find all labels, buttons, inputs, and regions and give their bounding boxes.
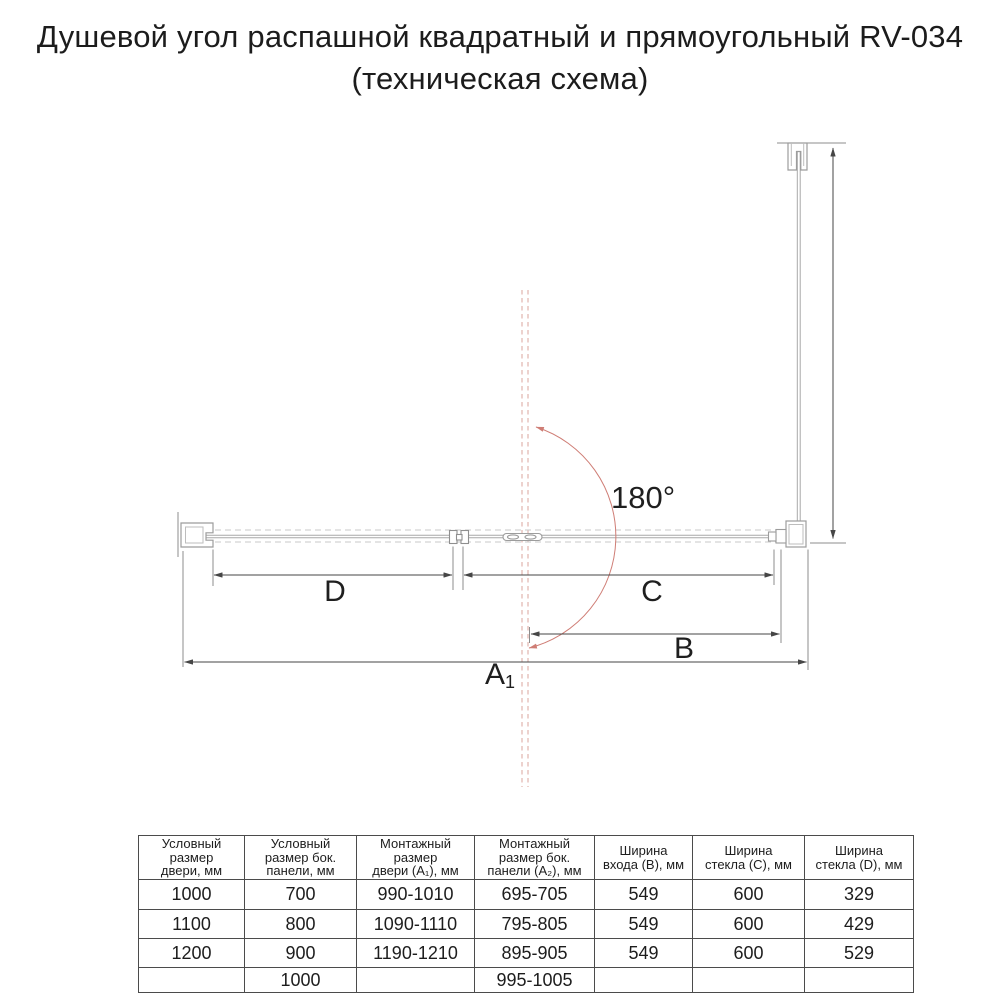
header-line: входа (B), мм bbox=[602, 856, 685, 872]
header-line: Ширина bbox=[619, 842, 668, 858]
table-row bbox=[139, 939, 914, 968]
table-cell: 990-1010 bbox=[357, 880, 475, 910]
header-side-panel-size bbox=[245, 836, 357, 880]
header-line: двери, мм bbox=[160, 863, 223, 879]
table-cell: 1190-1210 bbox=[357, 939, 475, 968]
header-line: Ширина bbox=[834, 842, 884, 858]
angle-label: 180° bbox=[611, 480, 676, 515]
header-line: размер bbox=[393, 849, 438, 865]
dim-label-b: B bbox=[673, 632, 695, 665]
table-cell: 600 bbox=[693, 910, 805, 939]
table-cell: 700 bbox=[245, 880, 357, 910]
door-envelope-dashed bbox=[215, 530, 777, 542]
title-line-2: (техническая схема) bbox=[351, 61, 649, 96]
table-cell: 529 bbox=[805, 939, 914, 968]
table-cell: 549 bbox=[595, 880, 693, 910]
dim-label-d: D bbox=[324, 575, 346, 608]
table-cell bbox=[357, 968, 475, 993]
table-cell: 600 bbox=[693, 939, 805, 968]
header-line: стекла (D), мм bbox=[815, 856, 903, 872]
table-cell bbox=[139, 968, 245, 993]
header-glass-width-d bbox=[805, 836, 914, 880]
header-mount-panel-size bbox=[475, 836, 595, 880]
header-line: Ширина bbox=[724, 842, 773, 858]
table-row bbox=[139, 968, 914, 993]
header-line: размер бок. bbox=[498, 849, 571, 865]
header-mount-door-size bbox=[357, 836, 475, 880]
table-cell: 549 bbox=[595, 910, 693, 939]
table-cell: 795-805 bbox=[475, 910, 595, 939]
dimension-lines bbox=[185, 148, 834, 662]
table-cell: 429 bbox=[805, 910, 914, 939]
table-cell: 1090-1110 bbox=[357, 910, 475, 939]
table-cell: 695-705 bbox=[475, 880, 595, 910]
wall-lines bbox=[178, 143, 846, 557]
door-handle bbox=[503, 534, 542, 541]
header-line: Условный bbox=[270, 835, 331, 851]
header-entry-width bbox=[595, 836, 693, 880]
header-line: Монтажный bbox=[380, 835, 451, 851]
table-cell bbox=[693, 968, 805, 993]
header-line: панели (А₂), мм bbox=[487, 863, 582, 879]
header-line: Монтажный bbox=[499, 835, 570, 851]
table-cell: 1100 bbox=[139, 910, 245, 939]
header-line: Условный bbox=[161, 835, 222, 851]
table-cell: 1200 bbox=[139, 939, 245, 968]
header-line: двери (А₁), мм bbox=[372, 863, 459, 879]
table-cell: 1000 bbox=[245, 968, 357, 993]
header-glass-width-c bbox=[693, 836, 805, 880]
table-cell: 800 bbox=[245, 910, 357, 939]
dim-label-c: C bbox=[641, 575, 663, 608]
header-door-size bbox=[139, 836, 245, 880]
table-cell: 329 bbox=[805, 880, 914, 910]
header-line: размер бок. bbox=[264, 849, 337, 865]
table-row bbox=[139, 880, 914, 910]
corner-hinge bbox=[769, 532, 777, 541]
header-line: стекла (C), мм bbox=[705, 856, 792, 872]
table-cell: 895-905 bbox=[475, 939, 595, 968]
corner-profile bbox=[769, 521, 807, 547]
table-cell: 549 bbox=[595, 939, 693, 968]
size-spec-table bbox=[138, 835, 914, 993]
header-line: панели, мм bbox=[266, 863, 335, 879]
header-line: размер bbox=[169, 849, 214, 865]
dim-label-a1: A1 bbox=[485, 658, 516, 692]
corner-hinge bbox=[776, 530, 786, 544]
table-cell: 995-1005 bbox=[475, 968, 595, 993]
table-header-row bbox=[139, 836, 914, 880]
title-line-1: Душевой угол распашной квадратный и прямоугольный RV-034 bbox=[36, 19, 964, 54]
glass-panes bbox=[206, 152, 800, 538]
table-cell: 1000 bbox=[139, 880, 245, 910]
table-cell: 900 bbox=[245, 939, 357, 968]
table-cell bbox=[595, 968, 693, 993]
table-cell bbox=[805, 968, 914, 993]
extension-lines bbox=[183, 543, 846, 670]
table-row bbox=[139, 910, 914, 939]
table-cell: 600 bbox=[693, 880, 805, 910]
